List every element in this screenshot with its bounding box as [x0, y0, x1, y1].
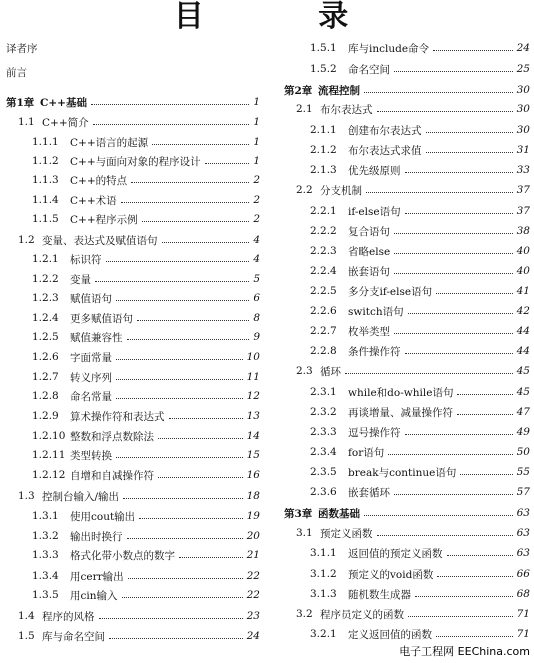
toc-entry-number: 2.1.1	[310, 124, 337, 136]
toc-entry[interactable]	[284, 363, 530, 379]
toc-entry[interactable]	[6, 428, 260, 444]
toc-entry-title: break与continue语句	[348, 466, 457, 479]
toc-entry-number: 2.2.6	[310, 305, 337, 317]
toc-entry-title: 赋值兼容性	[70, 331, 123, 344]
toc-entry-number: 第1章	[6, 96, 35, 109]
dot-leader	[99, 618, 243, 619]
toc-entry-page: 16	[246, 469, 260, 481]
toc-entry-page: 30	[516, 84, 530, 96]
toc-entry-title: C++简介	[42, 116, 89, 129]
toc-entry-number: 1.3.5	[32, 589, 59, 601]
toc-entry-title: C++的特点	[70, 174, 128, 187]
toc-entry[interactable]	[284, 484, 530, 500]
dot-leader	[457, 414, 513, 415]
toc-entry-number: 1.1.2	[32, 155, 59, 167]
dot-leader	[426, 132, 513, 133]
toc-entry-title: 赋值语句	[70, 292, 112, 305]
toc-entry-number: 1.2.9	[32, 410, 59, 422]
toc-entry-title: 循环	[320, 365, 341, 378]
toc-entry-page: 20	[246, 530, 260, 542]
dot-leader	[158, 477, 243, 478]
toc-entry-title: 转义序列	[70, 371, 112, 384]
toc-entry-title: 条件操作符	[348, 345, 401, 358]
toc-entry-page: 41	[516, 285, 530, 297]
toc-entry-number: 3.2.1	[310, 628, 337, 640]
toc-entry-number: 1.1	[18, 116, 35, 128]
toc-entry-page: 44	[516, 345, 530, 357]
toc-entry[interactable]	[6, 388, 260, 404]
toc-entry-page: 22	[246, 589, 260, 601]
toc-entry-number: 1.3.4	[32, 570, 59, 582]
toc-entry-number: 1.5.1	[310, 42, 337, 54]
toc-entry-page: 2	[253, 174, 260, 186]
dot-leader	[364, 515, 513, 516]
toc-entry-title: 再谈增量、减量操作符	[348, 406, 453, 419]
toc-entry[interactable]	[6, 64, 260, 80]
toc-entry[interactable]	[284, 303, 530, 319]
toc-entry-number: 2.3	[296, 365, 313, 377]
toc-entry[interactable]	[6, 153, 260, 169]
toc-entry-page: 1	[253, 96, 260, 108]
toc-entry-number: 1.3	[18, 490, 35, 502]
dot-leader	[131, 182, 249, 183]
toc-entry-number: 1.2.1	[32, 253, 59, 265]
toc-entry-title: while和do-while语句	[348, 386, 454, 399]
toc-entry-number: 1.2.4	[32, 312, 59, 324]
toc-entry-page: 71	[516, 608, 530, 620]
toc-entry-page: 71	[516, 628, 530, 640]
dot-leader	[93, 124, 250, 125]
dot-leader	[405, 213, 513, 214]
toc-entry-title: 类型转换	[70, 449, 112, 462]
toc-entry-page: 8	[253, 312, 260, 324]
toc-entry-title: 分支机制	[320, 184, 362, 197]
toc-entry-title: 命名空间	[348, 63, 390, 76]
toc-entry-page: 37	[516, 184, 530, 196]
toc-entry[interactable]	[284, 525, 530, 541]
dot-leader	[394, 71, 513, 72]
toc-entry[interactable]	[284, 606, 530, 622]
toc-entry[interactable]	[6, 310, 260, 326]
toc-entry-page: 57	[516, 486, 530, 498]
dot-leader	[116, 379, 243, 380]
toc-entry-page: 45	[516, 386, 530, 398]
toc-entry[interactable]	[284, 263, 530, 279]
toc-entry-title: 用cin输入	[70, 589, 118, 602]
toc-entry-page: 6	[253, 292, 260, 304]
dot-leader	[127, 538, 243, 539]
toc-entry-number: 1.2.7	[32, 371, 59, 383]
toc-entry-title: C++程序示例	[70, 213, 138, 226]
toc-entry-page: 47	[516, 406, 530, 418]
toc-entry[interactable]	[284, 384, 530, 400]
dot-leader	[205, 163, 250, 164]
toc-entry[interactable]	[284, 424, 530, 440]
toc-entry-page: 23	[246, 610, 260, 622]
toc-entry[interactable]	[284, 586, 530, 602]
toc-entry-title: 字面常量	[70, 351, 112, 364]
toc-entry-number: 3.1.1	[310, 547, 337, 559]
toc-entry-title: for语句	[348, 446, 385, 459]
toc-entry-page: 1	[253, 116, 260, 128]
toc-entry-number: 2.2.3	[310, 245, 337, 257]
toc-entry[interactable]	[284, 566, 530, 582]
toc-entry-number: 1.2.10	[32, 430, 66, 442]
dot-leader	[139, 518, 242, 519]
toc-entry-page: 21	[246, 549, 260, 561]
toc-entry-number: 1.3.3	[32, 549, 59, 561]
toc-entry-page: 49	[516, 426, 530, 438]
toc-entry-title: 嵌套循环	[348, 486, 390, 499]
dot-leader	[169, 418, 243, 419]
toc-entry[interactable]	[284, 626, 530, 642]
dot-leader	[394, 273, 513, 274]
toc-entry-number: 1.3.1	[32, 510, 59, 522]
toc-entry-page: 30	[516, 103, 530, 115]
toc-entry-page: 33	[516, 164, 530, 176]
toc-entry-page: 24	[246, 630, 260, 642]
toc-entry-title: 算术操作符和表达式	[70, 410, 165, 423]
dot-leader	[152, 144, 249, 145]
toc-entry[interactable]	[284, 444, 530, 460]
toc-entry-title: C++基础	[40, 96, 87, 109]
toc-entry[interactable]	[6, 114, 260, 130]
toc-entry-title: 译者序	[6, 42, 38, 55]
toc-entry[interactable]	[6, 447, 260, 463]
toc-entry-page: 18	[246, 490, 260, 502]
toc-entry-number: 2.1.2	[310, 144, 337, 156]
toc-entry-page: 13	[246, 410, 260, 422]
dot-leader	[394, 233, 513, 234]
toc-entry-title: 流程控制	[318, 84, 360, 97]
toc-entry-title: 嵌套语句	[348, 265, 390, 278]
toc-entry-title: 多分支if-else语句	[348, 285, 433, 298]
toc-entry[interactable]	[6, 232, 260, 248]
toc-entry-title: 库与include命令	[348, 42, 430, 55]
toc-entry-page: 45	[516, 365, 530, 377]
toc-entry-number: 2.2	[296, 184, 313, 196]
dot-leader	[408, 313, 513, 314]
toc-entry[interactable]	[6, 349, 260, 365]
toc-entry[interactable]	[284, 203, 530, 219]
toc-entry-page: 5	[253, 273, 260, 285]
dot-leader	[116, 359, 243, 360]
toc-entry-page: 4	[253, 234, 260, 246]
toc-entry-page: 30	[516, 124, 530, 136]
toc-entry-title: 更多赋值语句	[70, 312, 133, 325]
toc-entry-page: 55	[516, 466, 530, 478]
toc-entry-title: 优先级原则	[348, 164, 401, 177]
toc-entry-number: 2.3.3	[310, 426, 337, 438]
toc-entry-page: 40	[516, 265, 530, 277]
toc-entry[interactable]	[6, 134, 260, 150]
toc-entry-title: C++与面向对象的程序设计	[70, 155, 201, 168]
toc-entry-page: 11	[246, 371, 260, 383]
toc-entry[interactable]	[284, 283, 530, 299]
dot-leader	[394, 253, 512, 254]
toc-entry-title: 用cerr输出	[70, 570, 124, 583]
toc-entry-page: 19	[246, 510, 260, 522]
toc-entry[interactable]	[6, 271, 260, 287]
dot-leader	[394, 494, 513, 495]
dot-leader	[179, 557, 243, 558]
toc-entry[interactable]	[6, 211, 260, 227]
dot-leader	[447, 555, 513, 556]
dot-leader	[116, 398, 243, 399]
toc-entry-number: 2.3.1	[310, 386, 337, 398]
toc-entry[interactable]	[6, 488, 260, 504]
toc-entry-number: 1.2.2	[32, 273, 59, 285]
dot-leader	[123, 498, 243, 499]
dot-leader	[116, 457, 243, 458]
toc-entry[interactable]	[284, 464, 530, 480]
toc-entry[interactable]	[6, 172, 260, 188]
toc-entry-title: 布尔表达式	[320, 103, 373, 116]
toc-entry-title: 库与命名空间	[42, 630, 105, 643]
toc-entry[interactable]	[6, 192, 260, 208]
toc-entry-number: 2.2.2	[310, 225, 337, 237]
toc-entry-page: 63	[516, 527, 530, 539]
toc-entry-number: 1.1.3	[32, 174, 59, 186]
toc-entry-page: 1	[253, 136, 260, 148]
toc-entry-page: 37	[516, 205, 530, 217]
toc-entry[interactable]	[284, 82, 530, 98]
dot-leader	[137, 320, 249, 321]
dot-leader	[345, 373, 513, 374]
toc-entry-title: 程序的风格	[42, 610, 95, 623]
dot-leader	[457, 394, 512, 395]
toc-entry-number: 1.2.3	[32, 292, 59, 304]
toc-entry-title: 预定义函数	[320, 527, 373, 540]
toc-entry-page: 44	[516, 325, 530, 337]
toc-entry-title: 自增和自减操作符	[70, 469, 154, 482]
dot-leader	[388, 454, 512, 455]
dot-leader	[162, 242, 250, 243]
toc-entry-number: 2.1	[296, 103, 313, 115]
dot-leader	[122, 597, 243, 598]
toc-entry[interactable]	[284, 122, 530, 138]
toc-entry[interactable]	[284, 243, 530, 259]
toc-entry-number: 1.1.1	[32, 136, 59, 148]
toc-entry-title: 使用cout输出	[70, 510, 136, 523]
toc-entry-number: 1.4	[18, 610, 35, 622]
toc-entry[interactable]	[284, 323, 530, 339]
dot-leader	[408, 616, 513, 617]
toc-entry-number: 2.3.6	[310, 486, 337, 498]
toc-entry-title: 随机数生成器	[348, 588, 411, 601]
toc-entry-page: 38	[516, 225, 530, 237]
toc-entry-number: 3.1	[296, 527, 313, 539]
toc-entry-title: 布尔表达式求值	[348, 144, 422, 157]
toc-entry-page: 42	[516, 305, 530, 317]
toc-entry-number: 1.3.2	[32, 530, 59, 542]
toc-entry-page: 4	[253, 253, 260, 265]
toc-entry-title: 定义返回值的函数	[348, 628, 432, 641]
dot-leader	[106, 261, 250, 262]
toc-entry-title: 控制台输入/输出	[42, 490, 120, 503]
toc-entry-page: 10	[246, 351, 260, 363]
toc-entry-number: 1.2.11	[32, 449, 66, 461]
toc-entry[interactable]	[284, 162, 530, 178]
toc-entry-title: C++语言的起源	[70, 136, 149, 149]
dot-leader	[158, 438, 243, 439]
dot-leader	[142, 221, 250, 222]
dot-leader	[364, 92, 513, 93]
toc-entry[interactable]	[6, 329, 260, 345]
toc-entry-title: 省略else	[348, 245, 391, 258]
toc-entry-title: 逗号操作符	[348, 426, 401, 439]
toc-entry-number: 1.2.5	[32, 331, 59, 343]
toc-entry-title: 格式化带小数点的数字	[70, 549, 175, 562]
toc-entry[interactable]	[6, 628, 260, 644]
dot-leader	[128, 578, 243, 579]
toc-entry-page: 25	[516, 63, 530, 75]
toc-entry[interactable]	[6, 587, 260, 603]
toc-entry[interactable]	[6, 568, 260, 584]
toc-entry-title: 前言	[6, 66, 27, 79]
toc-entry-page: 63	[516, 507, 530, 519]
dot-leader	[426, 152, 513, 153]
toc-entry-number: 3.1.2	[310, 568, 337, 580]
toc-entry-title: 变量、表达式及赋值语句	[42, 234, 158, 247]
toc-entry-page: 50	[516, 446, 530, 458]
toc-entry-page: 2	[253, 213, 260, 225]
dot-leader	[437, 576, 512, 577]
toc-entry-number: 2.2.4	[310, 265, 337, 277]
toc-entry-title: 变量	[70, 273, 91, 286]
toc-entry-title: 返回值的预定义函数	[348, 547, 443, 560]
dot-leader	[405, 172, 513, 173]
toc-entry-number: 2.2.7	[310, 325, 337, 337]
toc-entry-number: 3.1.3	[310, 588, 337, 600]
toc-entry-title: 标识符	[70, 253, 102, 266]
toc-entry-title: 复合语句	[348, 225, 390, 238]
toc-entry[interactable]	[284, 40, 530, 56]
toc-entry-number: 1.5	[18, 630, 35, 642]
toc-entry-title: 输出时换行	[70, 530, 123, 543]
dot-leader	[116, 300, 249, 301]
dot-leader	[366, 192, 513, 193]
toc-entry-title: 创建布尔表达式	[348, 124, 422, 137]
toc-entry-number: 1.5.2	[310, 63, 337, 75]
toc-entry-page: 15	[246, 449, 260, 461]
toc-entry-page: 63	[516, 547, 530, 559]
toc-entry-number: 2.2.5	[310, 285, 337, 297]
dot-leader	[415, 596, 513, 597]
toc-entry[interactable]	[284, 61, 530, 77]
toc-entry-title: if-else语句	[348, 205, 401, 218]
toc-entry-number: 1.1.5	[32, 213, 59, 225]
toc-entry-title: 函数基础	[318, 507, 360, 520]
dot-leader	[121, 202, 250, 203]
toc-entry[interactable]	[6, 547, 260, 563]
toc-entry[interactable]	[284, 343, 530, 359]
toc-entry-title: switch语句	[348, 305, 404, 318]
dot-leader	[109, 638, 243, 639]
toc-entry-title: 预定义的void函数	[348, 568, 434, 581]
toc-entry[interactable]	[6, 608, 260, 624]
toc-entry-page: 14	[246, 430, 260, 442]
toc-entry[interactable]	[284, 545, 530, 561]
toc-entry-number: 2.3.5	[310, 466, 337, 478]
toc-entry[interactable]	[284, 404, 530, 420]
toc-entry-number: 1.2.8	[32, 390, 59, 402]
toc-entry-page: 40	[516, 245, 530, 257]
toc-entry-number: 3.2	[296, 608, 313, 620]
footer-watermark: 电子工程网 EEChina.com	[399, 645, 530, 658]
dot-leader	[436, 636, 513, 637]
toc-entry-number: 2.1.3	[310, 164, 337, 176]
toc-entry[interactable]	[6, 408, 260, 424]
toc-entry-number: 第3章	[284, 507, 313, 520]
toc-entry[interactable]	[284, 505, 530, 521]
page-title: 目 录	[173, 0, 401, 34]
toc-entry-page: 1	[253, 155, 260, 167]
toc-entry[interactable]	[284, 223, 530, 239]
dot-leader	[433, 50, 513, 51]
dot-leader	[377, 111, 513, 112]
dot-leader	[91, 104, 249, 105]
toc-entry[interactable]	[284, 101, 530, 117]
toc-entry-page: 2	[253, 194, 260, 206]
toc-entry-page: 22	[246, 570, 260, 582]
toc-entry-number: 第2章	[284, 84, 313, 97]
toc-entry-page: 9	[253, 331, 260, 343]
toc-entry[interactable]	[6, 467, 260, 483]
toc-entry-title: 整数和浮点数除法	[70, 430, 154, 443]
toc-entry-page: 31	[516, 144, 530, 156]
toc-entry-number: 1.2.12	[32, 469, 66, 481]
toc-entry[interactable]	[6, 508, 260, 524]
toc-entry-title: 命名常量	[70, 390, 112, 403]
toc-entry[interactable]	[6, 290, 260, 306]
toc-entry-page: 24	[516, 42, 530, 54]
dot-leader	[405, 434, 513, 435]
dot-leader	[405, 353, 513, 354]
toc-entry-title: 枚举类型	[348, 325, 390, 338]
toc-entry-number: 2.3.4	[310, 446, 337, 458]
toc-entry-number: 1.1.4	[32, 194, 59, 206]
toc-entry[interactable]	[6, 94, 260, 110]
toc-entry-number: 2.2.1	[310, 205, 337, 217]
toc-entry[interactable]	[6, 251, 260, 267]
dot-leader	[436, 293, 513, 294]
toc-entry[interactable]	[284, 182, 530, 198]
toc-entry[interactable]	[6, 40, 260, 56]
toc-entry-page: 68	[516, 588, 530, 600]
toc-entry-number: 2.2.8	[310, 345, 337, 357]
dot-leader	[460, 474, 512, 475]
dot-leader	[394, 333, 513, 334]
toc-entry-number: 2.3.2	[310, 406, 337, 418]
dot-leader	[127, 339, 250, 340]
toc-entry-number: 1.2	[18, 234, 35, 246]
toc-entry[interactable]	[284, 142, 530, 158]
toc-entry[interactable]	[6, 369, 260, 385]
toc-entry-page: 12	[246, 390, 260, 402]
toc-entry-page: 66	[516, 568, 530, 580]
toc-entry-number: 1.2.6	[32, 351, 59, 363]
dot-leader	[377, 535, 513, 536]
dot-leader	[95, 281, 249, 282]
toc-entry-title: C++术语	[70, 194, 117, 207]
toc-entry-title: 程序员定义的函数	[320, 608, 404, 621]
toc-entry[interactable]	[6, 528, 260, 544]
